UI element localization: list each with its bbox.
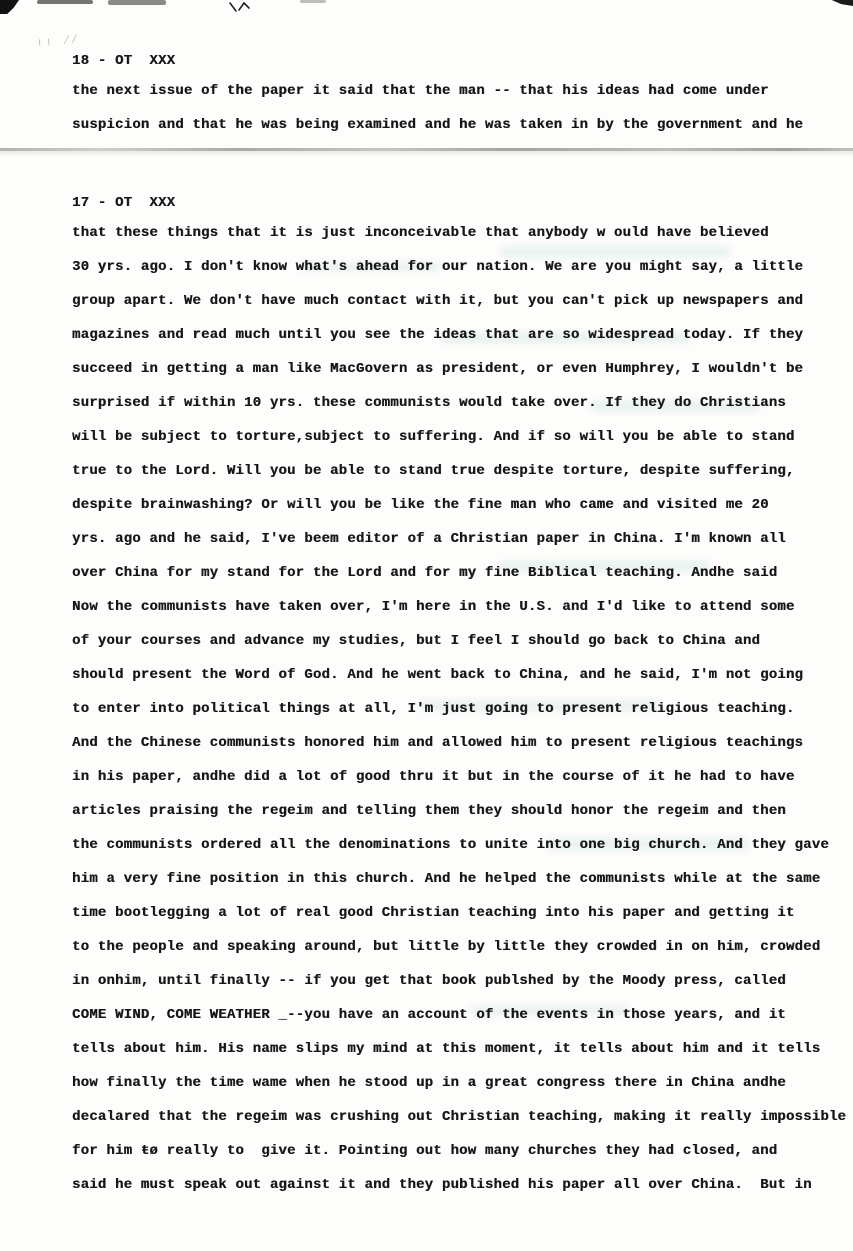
typed-line: group apart. We don't have much contact with it, but you can't pick up newspapers and	[72, 293, 804, 309]
typed-line: yrs. ago and he said, I've beem editor of a Christian paper in China. I'm known all	[72, 531, 786, 547]
typed-line: articles praising the regeim and telling them they should honor the regeim and then	[72, 803, 786, 819]
typed-line: should present the Word of God. And he went back to China, and he said, I'm not going	[72, 667, 804, 683]
scan-artifact-corner-top-left	[0, 0, 19, 14]
typed-line: of your courses and advance my studies, but I feel I should go back to China and	[72, 633, 761, 649]
typed-line: magazines and read much until you see the ideas that are so widespread today. If they	[72, 327, 804, 343]
typed-line: in onhim, until finally -- if you get that book publshed by the Moody press, called	[72, 973, 786, 989]
typed-line: over China for my stand for the Lord and for my fine Biblical teaching. Andhe said	[72, 565, 778, 581]
typed-line: despite brainwashing? Or will you be like the fine man who came and visited me 20	[72, 497, 769, 513]
scan-artifact-pencil-marks: ıı ⁄⁄	[37, 32, 82, 49]
typed-line: Now the communists have taken over, I'm here in the U.S. and I'd like to attend some	[72, 599, 795, 615]
section-17-heading: 17 - OT XXX	[72, 195, 176, 211]
typed-line: how finally the time wame when he stood up in a great congress there in China andhe	[72, 1075, 786, 1091]
typed-line: will be subject to torture,subject to suffering. And if so will you be able to stand	[72, 429, 795, 445]
scan-artifact-pen-squiggle	[228, 1, 252, 19]
typed-line: decalared that the regeim was crushing out Christian teaching, making it really impossible	[72, 1109, 847, 1125]
typed-line: the next issue of the paper it said that the man -- that his ideas had come under	[72, 83, 769, 99]
section-18-body	[72, 74, 803, 142]
scan-artifact-edge-smudge	[37, 0, 93, 4]
typed-line: in his paper, andhe did a lot of good thru it but in the course of it he had to have	[72, 769, 795, 785]
typed-line: 30 yrs. ago. I don't know what's ahead for our nation. We are you might say, a little	[72, 259, 804, 275]
section-17-body	[72, 216, 846, 1202]
scan-seam-shadow	[0, 151, 853, 157]
typed-line: to enter into political things at all, I'm just going to present religious teaching.	[72, 701, 795, 717]
typed-line: true to the Lord. Will you be able to stand true despite torture, despite suffering,	[72, 463, 795, 479]
typed-line: tells about him. His name slips my mind at this moment, it tells about him and it tells	[72, 1041, 821, 1057]
typed-line: suspicion and that he was being examined and he was taken in by the government and he	[72, 117, 804, 133]
scan-artifact-edge-smudge	[108, 0, 166, 5]
typed-line: to the people and speaking around, but little by little they crowded in on him, crowded	[72, 939, 821, 955]
scan-artifact-corner-top-right	[827, 0, 853, 11]
typed-line: COME WIND, COME WEATHER _--you have an account of the events in those years, and it	[72, 1007, 786, 1023]
typed-line: for him ŧø really to give it. Pointing out how many churches they had closed, and	[72, 1143, 778, 1159]
typed-line: surprised if within 10 yrs. these communists would take over. If they do Christians	[72, 395, 786, 411]
section-18-heading: 18 - OT XXX	[72, 53, 176, 69]
typed-line: the communists ordered all the denominations to unite into one big church. And they gave	[72, 837, 829, 853]
typed-line: him a very fine position in this church. And he helped the communists while at the same	[72, 871, 821, 887]
typed-line: succeed in getting a man like MacGovern as president, or even Humphrey, I wouldn't be	[72, 361, 804, 377]
typed-line: that these things that it is just inconceivable that anybody w ould have believed	[72, 225, 769, 241]
typed-line: said he must speak out against it and they published his paper all over China. But in	[72, 1177, 812, 1193]
typed-line: And the Chinese communists honored him and allowed him to present religious teachings	[72, 735, 804, 751]
scan-artifact-edge-smudge	[300, 0, 326, 3]
typed-line: time bootlegging a lot of real good Christian teaching into his paper and getting it	[72, 905, 795, 921]
